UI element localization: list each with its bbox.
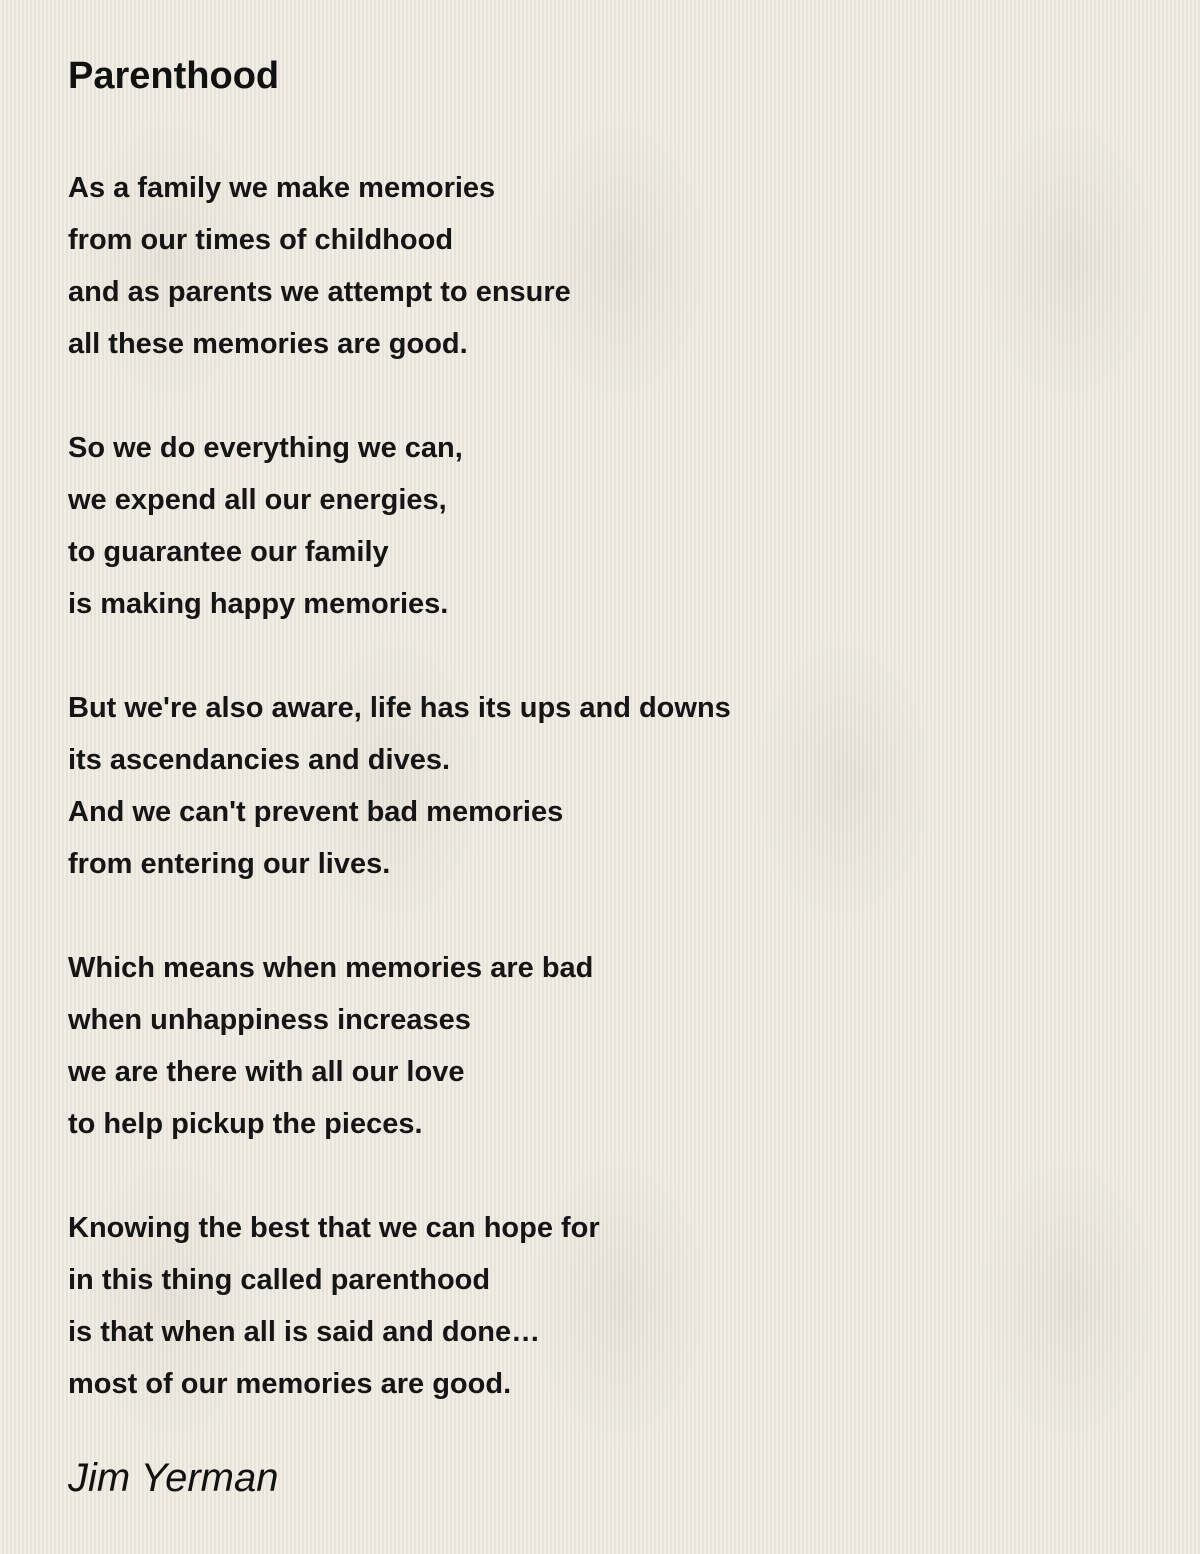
poem-line: Which means when memories are bad [68, 952, 594, 984]
poem-line: So we do everything we can, [68, 432, 463, 464]
poem-line: its ascendancies and dives. [68, 744, 451, 776]
poem-line: But we're also aware, life has its ups and downs [68, 692, 731, 724]
poem-line: from entering our lives. [68, 848, 391, 880]
poem-line: all these memories are good. [68, 328, 468, 360]
poem-line: is that when all is said and done… [68, 1316, 541, 1348]
poem-container [68, 50, 1148, 1462]
poem-line: to help pickup the pieces. [68, 1108, 423, 1140]
stanza-5 [68, 1202, 1148, 1410]
poem-line: from our times of childhood [68, 224, 454, 256]
poem-line: we are there with all our love [68, 1056, 465, 1088]
stanza-4 [68, 942, 1148, 1150]
poem-line: most of our memories are good. [68, 1368, 512, 1400]
poem-line: to guarantee our family [68, 536, 389, 568]
poem-line: and as parents we attempt to ensure [68, 276, 571, 308]
stanza-1 [68, 162, 1148, 370]
poem-line: we expend all our energies, [68, 484, 447, 516]
poem-line: As a family we make memories [68, 172, 496, 204]
poem-line: in this thing called parenthood [68, 1264, 491, 1296]
poem-author: Jim Yerman [68, 1456, 279, 1500]
poem-title: Parenthood [68, 55, 280, 97]
stanza-3 [68, 682, 1148, 890]
poem-line: Knowing the best that we can hope for [68, 1212, 600, 1244]
poem-line: is making happy memories. [68, 588, 449, 620]
stanza-2 [68, 422, 1148, 630]
poem-line: when unhappiness increases [68, 1004, 471, 1036]
poem-line: And we can't prevent bad memories [68, 796, 564, 828]
